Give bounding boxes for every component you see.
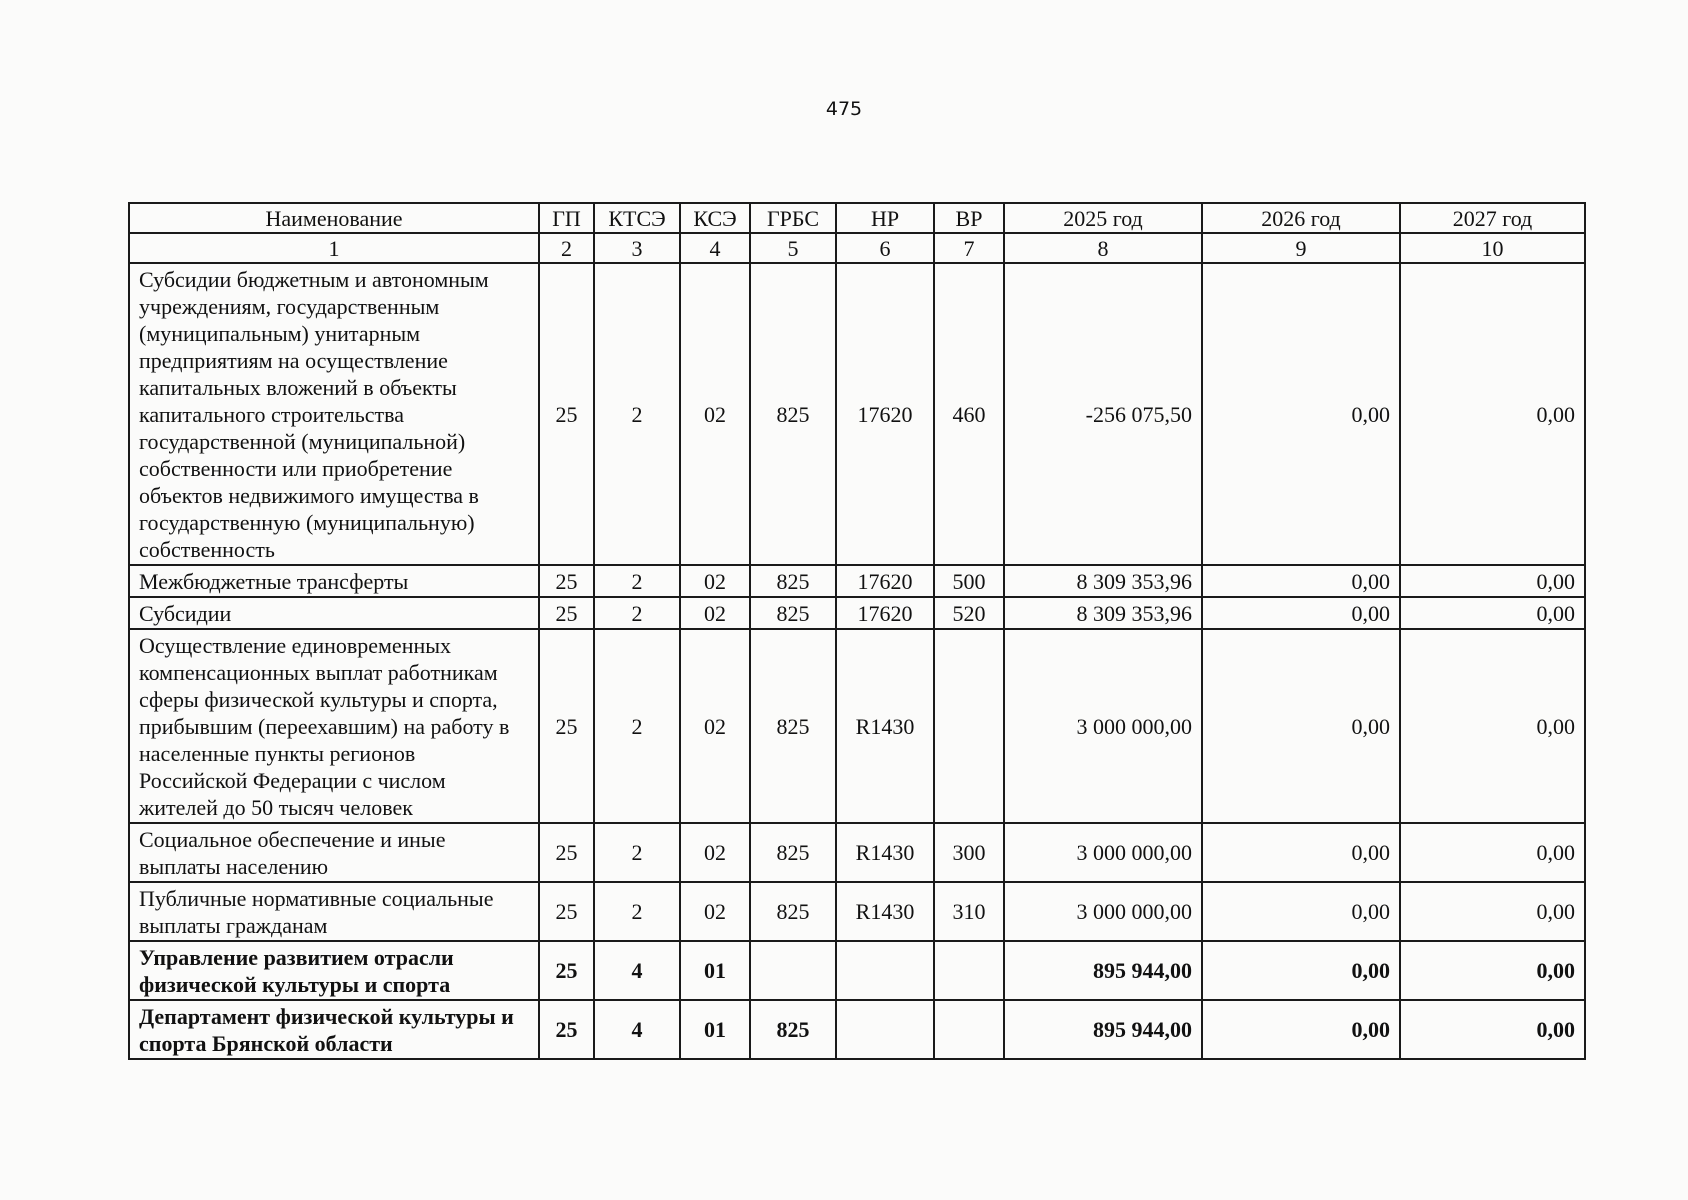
kse-cell: 01 [680, 941, 750, 1000]
row-name-cell: Публичные нормативные социальные выплаты гражданам [129, 882, 539, 941]
gp-cell: 25 [539, 1000, 594, 1059]
column-index-row [129, 233, 1585, 263]
index-cell: 2 [539, 233, 594, 263]
amount-2026-cell: 0,00 [1202, 882, 1400, 941]
amount-2026-cell: 0,00 [1202, 263, 1400, 565]
amount-2027-cell: 0,00 [1400, 565, 1585, 597]
row-name-cell: Субсидии бюджетным и автономным учреждениям, государственным (муниципальным) унитарным предприятиям на осуществление капитальных вложений в объекты капитального строительства государственной (муниципальной) собственности или приобретение объектов недвижимого имущества в государственную (муниципальную) собственность [129, 263, 539, 565]
amount-2026-cell: 0,00 [1202, 941, 1400, 1000]
index-cell: 6 [836, 233, 934, 263]
vr-cell: 310 [934, 882, 1004, 941]
col-header-nr: НР [836, 203, 934, 233]
grbs-cell: 825 [750, 629, 836, 823]
gp-cell: 25 [539, 629, 594, 823]
row-name-cell: Межбюджетные трансферты [129, 565, 539, 597]
grbs-cell: 825 [750, 1000, 836, 1059]
amount-2027-cell: 0,00 [1400, 597, 1585, 629]
row-name-cell: Осуществление единовременных компенсационных выплат работникам сферы физической культуры и спорта, прибывшим (переехавшим) на работу в населенные пункты регионов Российской Федерации с числом жителей до 50 тысяч человек [129, 629, 539, 823]
table-row [129, 629, 1585, 823]
table-row [129, 823, 1585, 882]
gp-cell: 25 [539, 565, 594, 597]
vr-cell [934, 941, 1004, 1000]
amount-2027-cell: 0,00 [1400, 823, 1585, 882]
vr-cell [934, 629, 1004, 823]
ktse-cell: 4 [594, 941, 680, 1000]
index-cell: 7 [934, 233, 1004, 263]
row-name-cell: Управление развитием отрасли физической культуры и спорта [129, 941, 539, 1000]
nr-cell [836, 941, 934, 1000]
amount-2025-cell: 3 000 000,00 [1004, 629, 1202, 823]
amount-2025-cell: 3 000 000,00 [1004, 823, 1202, 882]
vr-cell: 520 [934, 597, 1004, 629]
amount-2025-cell: -256 075,50 [1004, 263, 1202, 565]
gp-cell: 25 [539, 823, 594, 882]
index-cell: 8 [1004, 233, 1202, 263]
col-header-vr: ВР [934, 203, 1004, 233]
index-cell: 10 [1400, 233, 1585, 263]
nr-cell: R1430 [836, 629, 934, 823]
nr-cell: 17620 [836, 263, 934, 565]
grbs-cell: 825 [750, 263, 836, 565]
amount-2026-cell: 0,00 [1202, 823, 1400, 882]
amount-2027-cell: 0,00 [1400, 941, 1585, 1000]
ktse-cell: 4 [594, 1000, 680, 1059]
amount-2027-cell: 0,00 [1400, 1000, 1585, 1059]
kse-cell: 02 [680, 629, 750, 823]
amount-2026-cell: 0,00 [1202, 1000, 1400, 1059]
kse-cell: 02 [680, 263, 750, 565]
kse-cell: 02 [680, 565, 750, 597]
ktse-cell: 2 [594, 565, 680, 597]
col-header-gp: ГП [539, 203, 594, 233]
ktse-cell: 2 [594, 629, 680, 823]
vr-cell: 500 [934, 565, 1004, 597]
index-cell: 1 [129, 233, 539, 263]
amount-2025-cell: 895 944,00 [1004, 1000, 1202, 1059]
gp-cell: 25 [539, 941, 594, 1000]
vr-cell: 460 [934, 263, 1004, 565]
table-row [129, 882, 1585, 941]
col-header-grbs: ГРБС [750, 203, 836, 233]
table-row [129, 263, 1585, 565]
index-cell: 5 [750, 233, 836, 263]
row-name-cell: Субсидии [129, 597, 539, 629]
amount-2026-cell: 0,00 [1202, 597, 1400, 629]
budget-table [128, 202, 1586, 1060]
gp-cell: 25 [539, 882, 594, 941]
header-row [129, 203, 1585, 233]
kse-cell: 02 [680, 882, 750, 941]
table-row [129, 597, 1585, 629]
nr-cell: 17620 [836, 565, 934, 597]
table-row [129, 1000, 1585, 1059]
table-row [129, 941, 1585, 1000]
table-row [129, 565, 1585, 597]
grbs-cell: 825 [750, 565, 836, 597]
kse-cell: 01 [680, 1000, 750, 1059]
index-cell: 9 [1202, 233, 1400, 263]
page-number: 475 [825, 98, 863, 120]
index-cell: 4 [680, 233, 750, 263]
nr-cell: R1430 [836, 882, 934, 941]
kse-cell: 02 [680, 823, 750, 882]
col-header-2025: 2025 год [1004, 203, 1202, 233]
col-header-2027: 2027 год [1400, 203, 1585, 233]
ktse-cell: 2 [594, 597, 680, 629]
gp-cell: 25 [539, 597, 594, 629]
amount-2027-cell: 0,00 [1400, 263, 1585, 565]
col-header-ktse: КТСЭ [594, 203, 680, 233]
row-name-cell: Департамент физической культуры и спорта Брянской области [129, 1000, 539, 1059]
amount-2025-cell: 8 309 353,96 [1004, 565, 1202, 597]
nr-cell: 17620 [836, 597, 934, 629]
grbs-cell: 825 [750, 597, 836, 629]
ktse-cell: 2 [594, 823, 680, 882]
amount-2026-cell: 0,00 [1202, 629, 1400, 823]
col-header-2026: 2026 год [1202, 203, 1400, 233]
ktse-cell: 2 [594, 263, 680, 565]
index-cell: 3 [594, 233, 680, 263]
grbs-cell [750, 941, 836, 1000]
gp-cell: 25 [539, 263, 594, 565]
amount-2025-cell: 8 309 353,96 [1004, 597, 1202, 629]
row-name-cell: Социальное обеспечение и иные выплаты населению [129, 823, 539, 882]
amount-2027-cell: 0,00 [1400, 882, 1585, 941]
amount-2026-cell: 0,00 [1202, 565, 1400, 597]
nr-cell: R1430 [836, 823, 934, 882]
ktse-cell: 2 [594, 882, 680, 941]
grbs-cell: 825 [750, 823, 836, 882]
vr-cell [934, 1000, 1004, 1059]
grbs-cell: 825 [750, 882, 836, 941]
col-header-kse: КСЭ [680, 203, 750, 233]
amount-2025-cell: 895 944,00 [1004, 941, 1202, 1000]
nr-cell [836, 1000, 934, 1059]
col-header-name: Наименование [129, 203, 539, 233]
amount-2027-cell: 0,00 [1400, 629, 1585, 823]
amount-2025-cell: 3 000 000,00 [1004, 882, 1202, 941]
budget-table-wrapper [128, 202, 1586, 1060]
kse-cell: 02 [680, 597, 750, 629]
vr-cell: 300 [934, 823, 1004, 882]
